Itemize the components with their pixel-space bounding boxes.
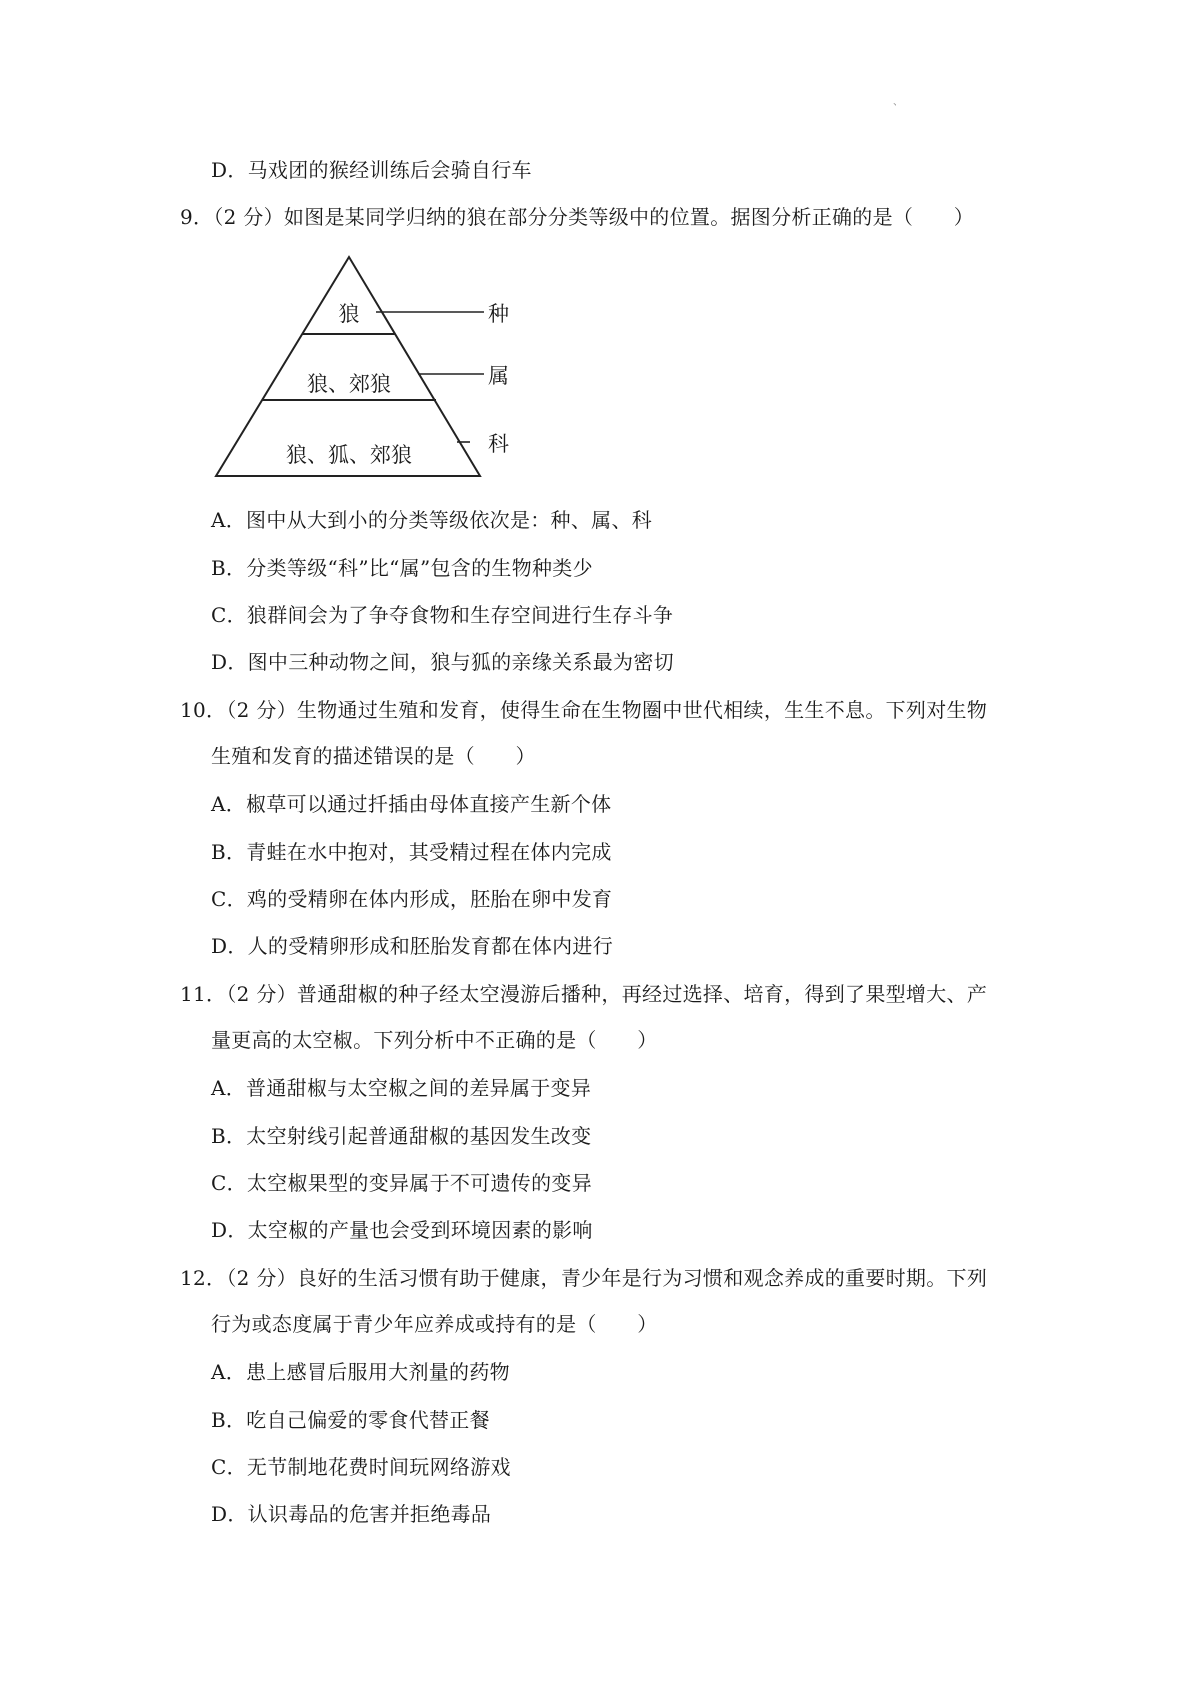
q11-stem-line1: 11．（2 分）普通甜椒的种子经太空漫游后播种，再经过选择、培育，得到了果型增大、产	[180, 982, 988, 1006]
label-species: 种	[488, 302, 509, 326]
page-mark: 、	[893, 97, 903, 108]
q10-stem-line2: 生殖和发育的描述错误的是（ ）	[211, 744, 536, 768]
q11-option-b: B．太空射线引起普通甜椒的基因发生改变	[211, 1124, 592, 1148]
q11-option-d: D．太空椒的产量也会受到环境因素的影响	[211, 1218, 593, 1242]
q11-stem-line2: 量更高的太空椒。下列分析中不正确的是（ ）	[211, 1028, 658, 1052]
q9-option-b: B．分类等级“科”比“属”包含的生物种类少	[211, 556, 593, 580]
tier-family-text: 狼、狐、郊狼	[286, 443, 412, 467]
q10-option-a: A．椒草可以通过扦插由母体直接产生新个体	[211, 792, 612, 816]
q9-option-a: A．图中从大到小的分类等级依次是：种、属、科	[211, 508, 653, 532]
q8-option-d: D．马戏团的猴经训练后会骑自行车	[211, 158, 532, 182]
tier-species-text: 狼	[338, 302, 360, 326]
q12-stem-line1: 12．（2 分）良好的生活习惯有助于健康，青少年是行为习惯和观念养成的重要时期。下列	[180, 1266, 988, 1290]
q11-option-c: C．太空椒果型的变异属于不可遗传的变异	[211, 1171, 593, 1195]
q11-option-a: A．普通甜椒与太空椒之间的差异属于变异	[211, 1076, 592, 1100]
taxonomy-pyramid-figure	[212, 255, 512, 485]
q10-option-d: D．人的受精卵形成和胚胎发育都在体内进行	[211, 934, 614, 958]
q9-stem: 9．（2 分）如图是某同学归纳的狼在部分分类等级中的位置。据图分析正确的是（ ）	[180, 205, 975, 229]
q10-stem-line1: 10．（2 分）生物通过生殖和发育，使得生命在生物圈中世代相续，生生不息。下列对生物	[180, 698, 988, 722]
q12-option-d: D．认识毒品的危害并拒绝毒品	[211, 1502, 492, 1526]
label-family: 科	[488, 432, 509, 456]
q12-option-b: B．吃自己偏爱的零食代替正餐	[211, 1408, 490, 1432]
q10-option-b: B．青蛙在水中抱对，其受精过程在体内完成	[211, 840, 612, 864]
q9-option-d: D．图中三种动物之间，狼与狐的亲缘关系最为密切	[211, 650, 674, 674]
q12-option-c: C．无节制地花费时间玩网络游戏	[211, 1455, 511, 1479]
label-genus: 属	[488, 364, 509, 388]
q10-option-c: C．鸡的受精卵在体内形成，胚胎在卵中发育	[211, 887, 613, 911]
q9-option-c: C．狼群间会为了争夺食物和生存空间进行生存斗争	[211, 603, 674, 627]
q12-stem-line2: 行为或态度属于青少年应养成或持有的是（ ）	[211, 1312, 658, 1336]
tier-genus-text: 狼、郊狼	[307, 372, 391, 396]
q12-option-a: A．患上感冒后服用大剂量的药物	[211, 1360, 510, 1384]
